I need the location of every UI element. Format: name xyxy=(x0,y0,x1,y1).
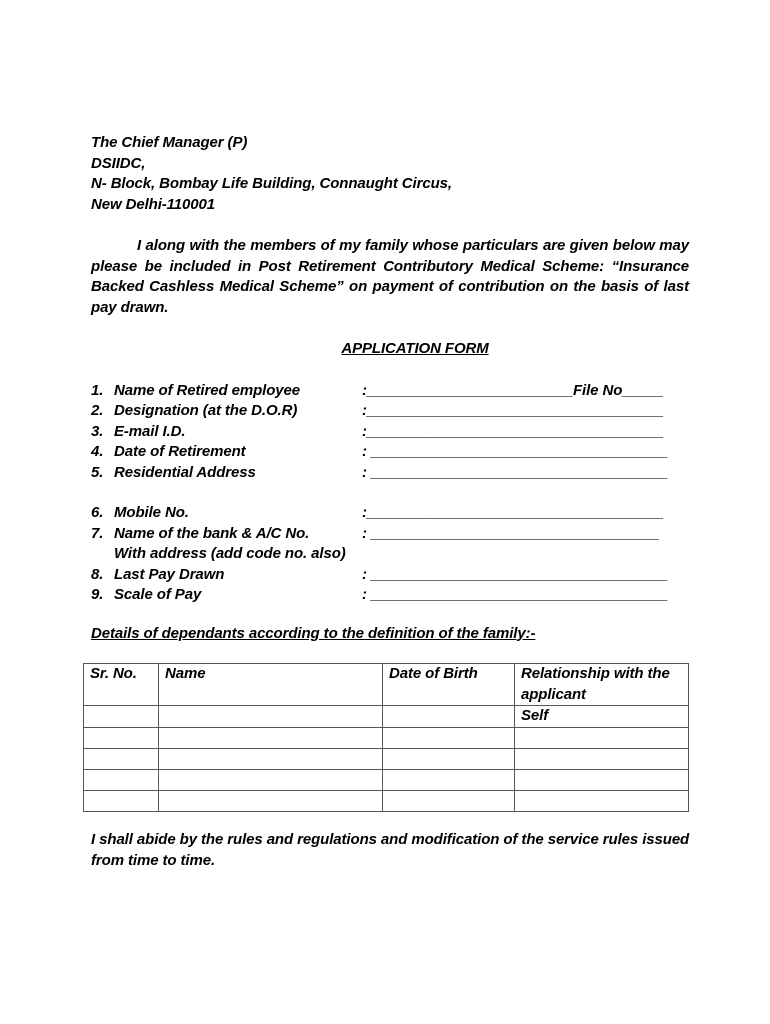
header-name: Name xyxy=(159,664,383,706)
field-blank[interactable]: : ____________________________________ xyxy=(362,443,668,460)
field-bank-address-note xyxy=(91,544,689,565)
field-blank[interactable]: :_________________________File No_____ xyxy=(362,381,664,399)
field-number: 8. xyxy=(91,565,104,583)
spacer xyxy=(91,483,689,503)
field-label: E-mail I.D. xyxy=(114,422,186,440)
field-number: 6. xyxy=(91,504,104,521)
dependants-table xyxy=(83,663,689,812)
intro-paragraph: I along with the members of my family whose particulars are given below may please be included in Post Retirement Contributory Medical Scheme: “Insurance Backed Cashless Medical Scheme” on payment of contribution on the basis of last pay drawn. xyxy=(91,237,689,316)
field-label: Last Pay Drawn xyxy=(114,565,225,583)
field-blank[interactable]: : ____________________________________ xyxy=(362,463,668,481)
field-blank[interactable]: : ___________________________________ xyxy=(362,524,660,542)
field-label: Name of Retired employee xyxy=(114,381,300,399)
table-cell[interactable] xyxy=(515,748,689,769)
field-blank[interactable]: :____________________________________ xyxy=(362,422,664,440)
table-cell[interactable] xyxy=(515,790,689,811)
field-label: Date of Retirement xyxy=(114,443,246,460)
header-date-of-birth: Date of Birth xyxy=(383,664,515,706)
field-number: 2. xyxy=(91,402,104,419)
table-row xyxy=(84,769,689,790)
address-line: N- Block, Bombay Life Building, Connaught Circus, xyxy=(91,175,452,192)
field-scale-of-pay[interactable] xyxy=(91,585,689,606)
field-label: With address (add code no. also) xyxy=(114,545,346,562)
applicant-fields xyxy=(91,381,689,606)
table-row xyxy=(84,727,689,748)
closing-declaration: I shall abide by the rules and regulations and modification of the service rules issued from time to time. xyxy=(91,831,690,869)
table-cell[interactable] xyxy=(515,727,689,748)
table-cell[interactable] xyxy=(84,727,159,748)
field-residential-address[interactable] xyxy=(91,463,689,484)
field-label: Designation (at the D.O.R) xyxy=(114,402,298,419)
field-retired-employee-name[interactable] xyxy=(91,381,689,402)
table-cell[interactable] xyxy=(84,769,159,790)
table-cell[interactable]: Self xyxy=(515,706,689,728)
header-sr-no: Sr. No. xyxy=(84,664,159,706)
field-date-of-retirement[interactable] xyxy=(91,442,689,463)
table-cell[interactable] xyxy=(383,706,515,728)
address-line: New Delhi-110001 xyxy=(91,195,216,213)
recipient-address xyxy=(91,133,689,215)
table-cell[interactable] xyxy=(515,769,689,790)
field-blank[interactable]: :____________________________________ xyxy=(362,504,664,521)
field-email[interactable] xyxy=(91,422,689,443)
field-blank[interactable]: : ____________________________________ xyxy=(362,586,668,603)
table-cell[interactable] xyxy=(383,790,515,811)
field-label: Mobile No. xyxy=(114,504,189,521)
table-cell[interactable] xyxy=(159,706,383,728)
table-cell[interactable] xyxy=(84,706,159,728)
table-row xyxy=(84,790,689,811)
field-label: Residential Address xyxy=(114,463,256,481)
field-number: 9. xyxy=(91,586,104,603)
field-number: 1. xyxy=(91,381,104,399)
table-row xyxy=(84,748,689,769)
field-number: 7. xyxy=(91,524,104,542)
table-cell[interactable] xyxy=(159,748,383,769)
table-cell[interactable] xyxy=(159,769,383,790)
table-cell[interactable] xyxy=(84,790,159,811)
address-line: The Chief Manager (P) xyxy=(91,134,248,151)
address-line: DSIIDC, xyxy=(91,154,146,172)
header-relationship: Relationship with the applicant xyxy=(515,664,689,706)
table-header-row xyxy=(84,664,689,706)
field-label: Name of the bank & A/C No. xyxy=(114,524,310,542)
table-cell[interactable] xyxy=(159,790,383,811)
table-row xyxy=(84,706,689,728)
table-cell[interactable] xyxy=(383,748,515,769)
dependants-title: Details of dependants according to the definition of the family:- xyxy=(91,624,536,642)
field-blank[interactable]: : ____________________________________ xyxy=(362,565,668,583)
table-cell[interactable] xyxy=(383,727,515,748)
table-cell[interactable] xyxy=(383,769,515,790)
field-number: 3. xyxy=(91,422,104,440)
form-title: APPLICATION FORM xyxy=(341,340,489,357)
field-last-pay[interactable] xyxy=(91,565,689,586)
table-cell[interactable] xyxy=(159,727,383,748)
field-bank-account[interactable] xyxy=(91,524,689,545)
table-cell[interactable] xyxy=(84,748,159,769)
field-label: Scale of Pay xyxy=(114,586,202,603)
field-number: 5. xyxy=(91,463,104,481)
field-designation[interactable] xyxy=(91,401,689,422)
field-mobile[interactable] xyxy=(91,503,689,524)
letter-body xyxy=(91,133,689,644)
field-number: 4. xyxy=(91,443,104,460)
field-blank[interactable]: :____________________________________ xyxy=(362,402,664,419)
